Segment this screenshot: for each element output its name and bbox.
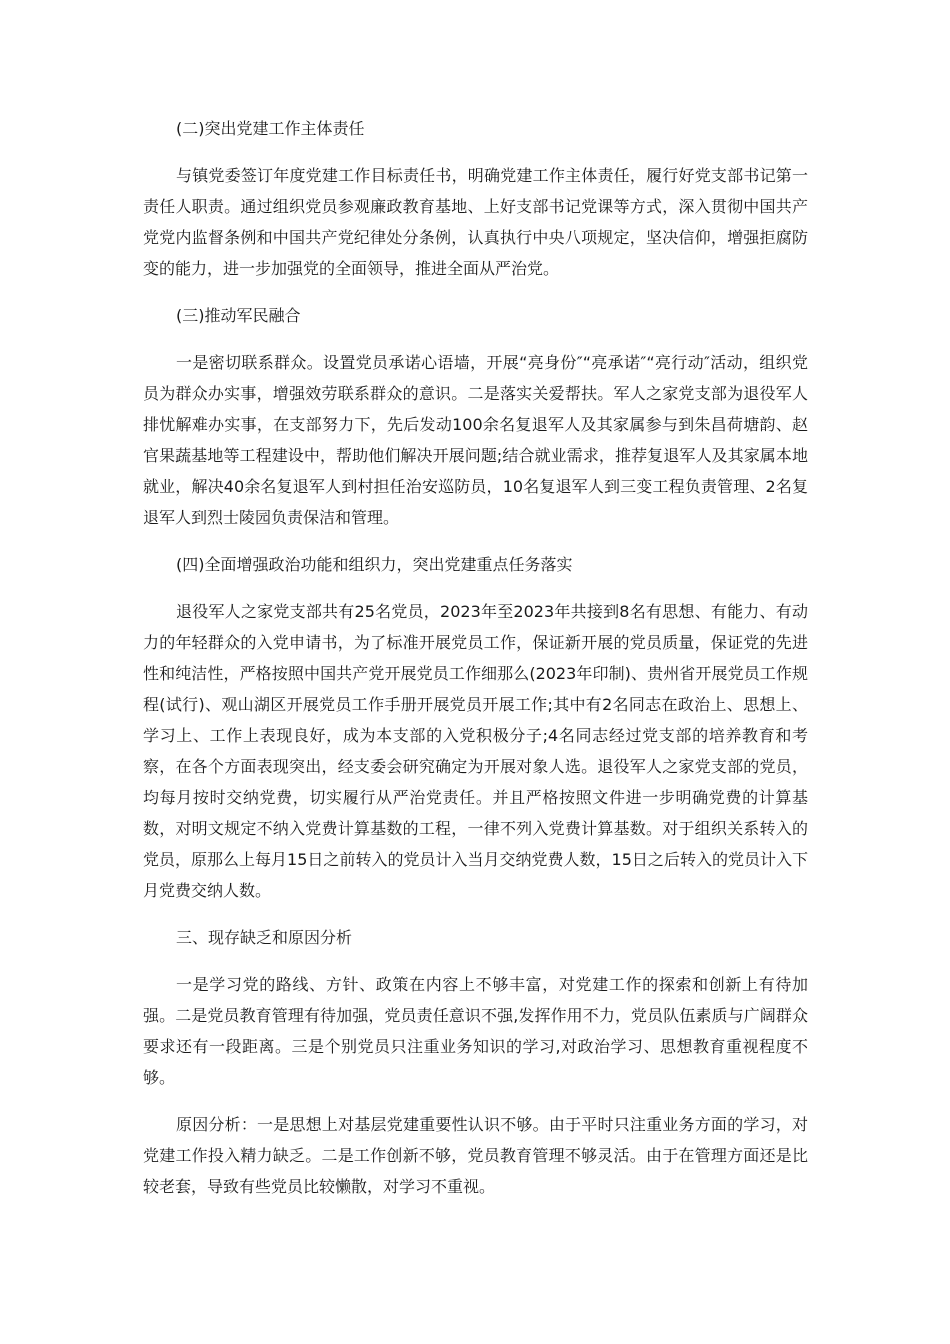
section-heading: (四)全面增强政治功能和组织力，突出党建重点任务落实: [176, 555, 573, 574]
body-paragraph: 原因分析：一是思想上对基层党建重要性认识不够。由于平时只注重业务方面的学习，对党建工作投入精力缺乏。二是工作创新不够，党员教育管理不够灵活。由于在管理方面还是比较老套，导致有些党员比较懒散，对学习不重视。: [143, 1115, 808, 1196]
body-paragraph: 与镇党委签订年度党建工作目标责任书，明确党建工作主体责任，履行好党支部书记第一责任人职责。通过组织党员参观廉政教育基地、上好支部书记党课等方式，深入贯彻中国共产党党内监督条例和中国共产党纪律处分条例，认真执行中央八项规定，坚决信仰，增强拒腐防变的能力，进一步加强党的全面领导，推进全面从严治党。: [143, 166, 808, 278]
body-paragraph: 退役军人之家党支部共有25名党员，2023年至2023年共接到8名有思想、有能力、有动力的年轻群众的入党申请书，为了标准开展党员工作，保证新开展的党员质量，保证党的先进性和纯洁性，严格按照中国共产党开展党员工作细那么(2023年印制)、贵州省开展党员工作规程(试行)、观山湖区开展党员工作手册开展党员开展工作;其中有2名同志在政治上、思想上、学习上、工作上表现良好，成为本支部的入党积极分子;4名同志经过党支部的培养教育和考察，在各个方面表现突出，经支委会研究确定为开展对象人选。退役军人之家党支部的党员，均每月按时交纳党费，切实履行从严治党责任。并且严格按照文件进一步明确党费的计算基数，对明文规定不纳入党费计算基数的工程，一律不列入党费计算基数。对于组织关系转入的党员，原那么上每月15日之前转入的党员计入当月交纳党费人数，15日之后转入的党员计入下月党费交纳人数。: [143, 602, 808, 900]
document-body: [143, 113, 808, 1218]
section-heading: (二)突出党建工作主体责任: [176, 119, 365, 138]
body-paragraph: 一是学习党的路线、方针、政策在内容上不够丰富，对党建工作的探索和创新上有待加强。二是党员教育管理有待加强，党员责任意识不强,发挥作用不力，党员队伍素质与广阔群众要求还有一段距离。三是个别党员只注重业务知识的学习,对政治学习、思想教育重视程度不够。: [143, 975, 808, 1087]
section-heading: 三、现存缺乏和原因分析: [176, 928, 353, 947]
body-paragraph: 一是密切联系群众。设置党员承诺心语墙，开展“亮身份″“亮承诺″“亮行动″活动，组织党员为群众办实事，增强效劳联系群众的意识。二是落实关爱帮扶。军人之家党支部为退役军人排忧解难办实事，在支部努力下，先后发动100余名复退军人及其家属参与到朱昌荷塘韵、赵官果蔬基地等工程建设中，帮助他们解决开展问题;结合就业需求，推荐复退军人及其家属本地就业，解决40余名复退军人到村担任治安巡防员，10名复退军人到三变工程负责管理、2名复退军人到烈士陵园负责保洁和管理。: [143, 353, 808, 527]
section-heading: (三)推动军民融合: [176, 306, 301, 325]
